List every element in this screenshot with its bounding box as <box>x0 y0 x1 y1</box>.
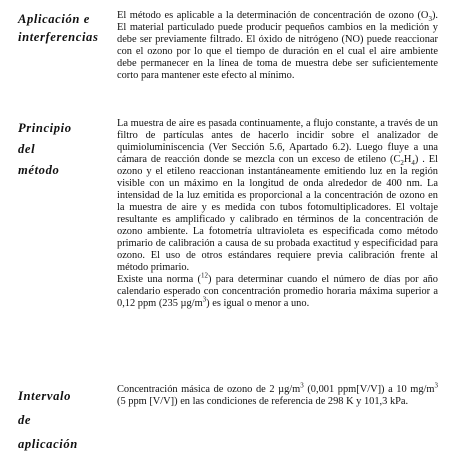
section-body: La muestra de aire es pasada continuamente, a flujo constante, a través de un filtro de partículas antes de hacerlo incidir sobre el analizador de quimioluminiscencia (Ver Sección 5.6, Apartado 6.2). Luego fluye a una cámara de reacción donde se mezcla con un exceso de etileno $(C_2H_4)$ . El ozono y el etileno reaccionan instantáneamente emitiendo luz en la región visible con un máximo en la longitud de onda alrededor de 400 nm. La intensidad de la luz emitida es proporcional a la concentración de ozono en la muestra de aire y es medida con tubos fotomultiplicadores. El voltaje resultante es amplificado y calibrado en términos de la concentración de ozono ambiente. La fotometría ultravioleta es especificada como método primario de calibración a causa de su probada exactitud y especificidad para ozono. El uso de otros estándares requiere previa calibración frente al método primario. Existe una norma ($^{12}$) para determinar cuando el número de días por año calendario esperado con concentración promedio horaria máxima superior a 0,12 ppm (235 $\mu g/m^3$) es igual o menor a uno. <box>117 118 438 309</box>
section-body: Concentración másica de ozono de 2 $\mu g/m^3$ (0,001 ppm[V/V]) a 10 $mg/m^3$ (5 ppm [V/V]) en las condiciones de referencia de 298 K y 101,3 kPa. <box>117 381 438 407</box>
label-line: método <box>18 163 60 177</box>
section-label <box>18 118 110 181</box>
label-line: interferencias <box>18 30 99 44</box>
label-line: Aplicación e <box>18 12 90 26</box>
label-line: de <box>18 413 32 427</box>
label-line: Principio <box>18 121 72 135</box>
label-line: del <box>18 142 36 156</box>
section-label <box>18 10 110 46</box>
section-body: El método es aplicable a la determinación de concentración de ozono $(O_3)$. El material particulado puede producir pequeños cambios en la medición y debe ser previamente filtrado. El óxido de nitrógeno (NO) puede reaccionar con el ozono por lo que el tiempo de duración en el cual el aire ambiente debe permanecer en la línea de toma de muestra debe ser suficientemente corto para mantener este efecto al mínimo. <box>117 10 438 81</box>
section-label <box>18 384 110 456</box>
label-line: Intervalo <box>18 389 71 403</box>
label-line: aplicación <box>18 437 78 451</box>
